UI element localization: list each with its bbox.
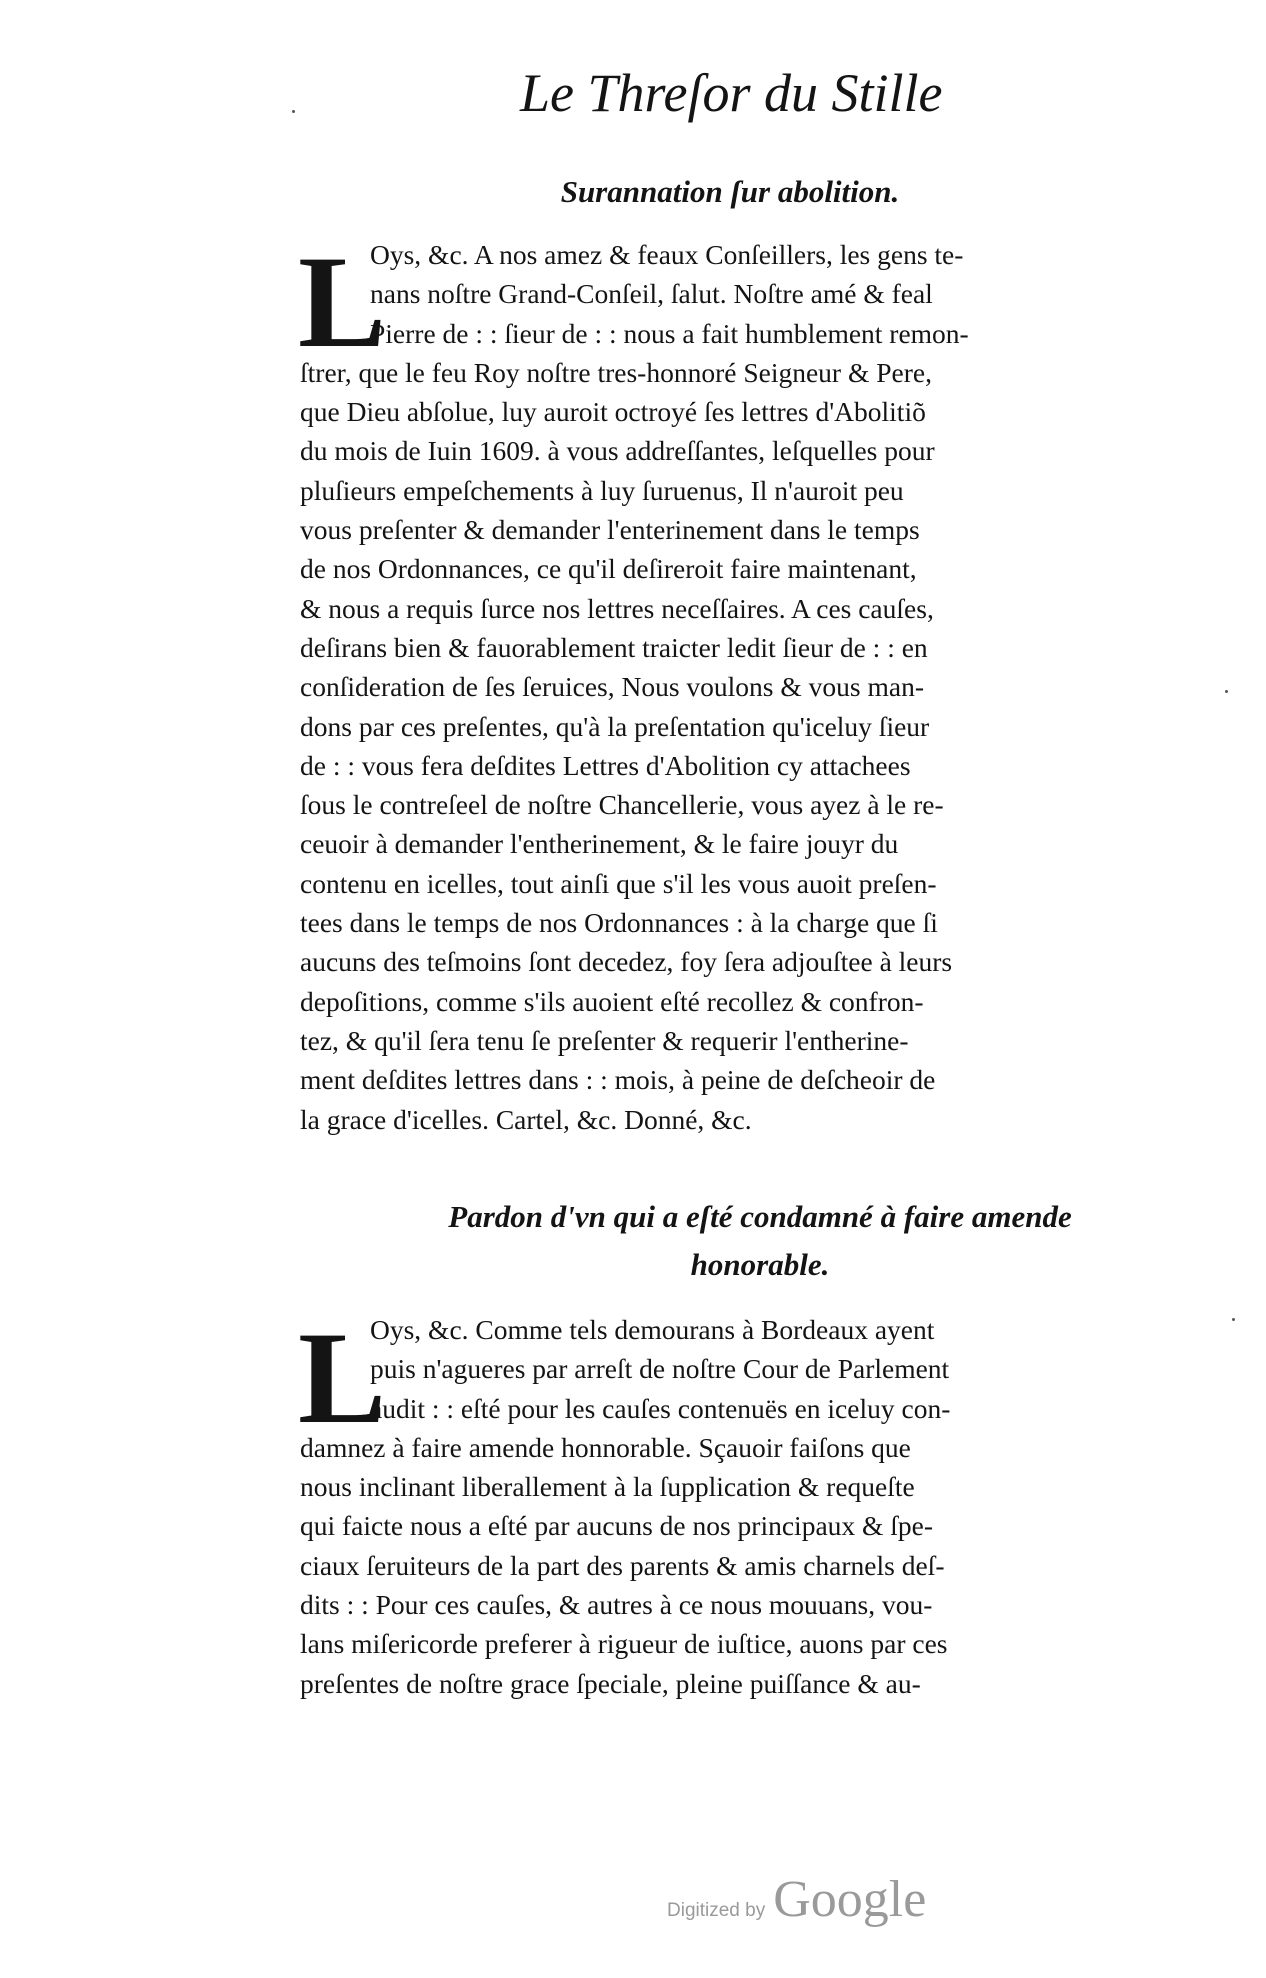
text-line: vous preſenter & demander l'enterinement dans le temps (300, 514, 920, 546)
running-title: Le Threſor du Stille (520, 63, 943, 123)
text-line: Oys, &c. A nos amez & feaux Conſeillers, les gens te- (370, 239, 964, 270)
heading-line: Pardon d'vn qui a eſté condamné à faire amende (448, 1199, 1072, 1234)
text-line: preſentes de noſtre grace ſpeciale, pleine puiſſance & au- (300, 1667, 921, 1699)
section-heading-pardon (350, 1193, 1170, 1289)
paragraph-pardon (298, 1304, 1180, 1703)
text-line: ceuoir à demander l'entherinement, & le faire jouyr du (300, 828, 899, 860)
text-line: & nous a requis ſurce nos lettres neceſſaires. A ces cauſes, (300, 592, 934, 624)
text-line: pluſieurs empeſchements à luy ſuruenus, Il n'auroit peu (300, 474, 904, 506)
text-line: du mois de Iuin 1609. à vous addreſſantes, leſquelles pour (300, 435, 935, 467)
section-heading-surannation (470, 168, 990, 216)
text-line: contenu en icelles, tout ainſi que s'il les vous auoit preſen- (300, 867, 937, 899)
text-line: puis n'agueres par arreſt de noſtre Cour de Parlement (370, 1353, 950, 1385)
drop-cap: L (298, 1304, 387, 1451)
text-line: deſirans bien & fauorablement traicter ledit ſieur de : : en (300, 631, 928, 663)
drop-cap: L (298, 228, 387, 375)
text-line: ment deſdites lettres dans : : mois, à peine de deſcheoir de (300, 1064, 936, 1096)
text-line: ſtrer, que le feu Roy noſtre tres-honnoré Seigneur & Pere, (300, 356, 932, 388)
text-line: ciaux ſeruiteurs de la part des parents & amis charnels deſ- (300, 1549, 945, 1581)
text-line: conſideration de ſes ſeruices, Nous voulons & vous man- (300, 671, 924, 703)
print-speck (292, 110, 295, 113)
text-line: depoſitions, comme s'ils auoient eſté recollez & confron- (300, 985, 924, 1017)
print-speck (1225, 690, 1228, 693)
text-line: audit : : eſté pour les cauſes contenuës en iceluy con- (370, 1392, 951, 1424)
text-line: lans miſericorde preferer à rigueur de iuſtice, auons par ces (300, 1628, 948, 1660)
text-line: de nos Ordonnances, ce qu'il deſireroit faire maintenant, (300, 553, 917, 585)
text-line: qui faicte nous a eſté par aucuns de nos principaux & ſpe- (300, 1510, 934, 1542)
watermark-prefix: Digitized by (667, 1900, 766, 1921)
text-line: tez, & qu'il ſera tenu ſe preſenter & requerir l'entherine- (300, 1024, 909, 1056)
heading-line: Surannation ſur abolition. (560, 174, 900, 209)
text-line: de : : vous fera deſdites Lettres d'Abolition cy attachees (300, 749, 911, 781)
paragraph-surannation (298, 228, 1180, 1139)
print-speck (1232, 1318, 1235, 1321)
text-line: damnez à faire amende honnorable. Sçauoir faiſons que (300, 1431, 911, 1463)
google-logo: Google (773, 1871, 927, 1928)
text-line: Pierre de : : ſieur de : : nous a fait humblement remon- (370, 317, 969, 349)
text-line: nous inclinant liberallement à la ſupplication & requeſte (300, 1471, 915, 1503)
text-line: ſous le contreſeel de noſtre Chancellerie, vous ayez à le re- (300, 789, 944, 821)
text-line: Oys, &c. Comme tels demourans à Bordeaux ayent (370, 1314, 935, 1345)
text-line: dons par ces preſentes, qu'à la preſentation qu'iceluy ſieur (300, 710, 930, 742)
digitized-watermark (667, 1870, 926, 1929)
text-line: tees dans le temps de nos Ordonnances : à la charge que ſi (300, 907, 938, 939)
text-line: nans noſtre Grand-Conſeil, ſalut. Noſtre amé & feal (370, 278, 933, 310)
text-line: dits : : Pour ces cauſes, & autres à ce nous mouuans, vou- (300, 1589, 933, 1621)
text-line: la grace d'icelles. Cartel, &c. Donné, &c. (300, 1103, 752, 1135)
text-line: que Dieu abſolue, luy auroit octroyé ſes lettres d'Abolitiõ (300, 396, 926, 428)
heading-line: honorable. (690, 1247, 830, 1282)
text-line: aucuns des teſmoins ſont decedez, foy ſera adjouſtee à leurs (300, 946, 953, 978)
